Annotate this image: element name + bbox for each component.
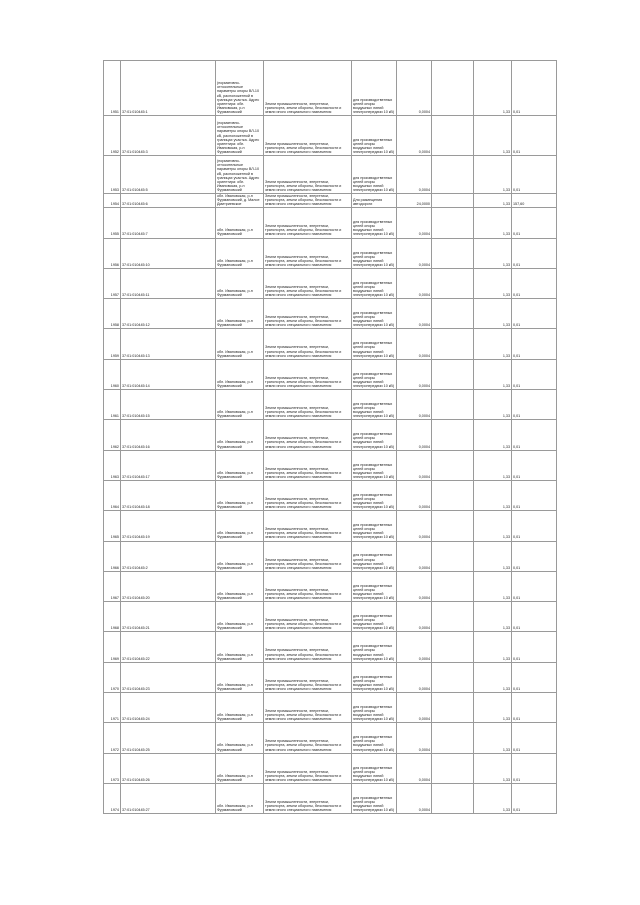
area-value: 0,0004	[397, 571, 432, 601]
land-category: Земли промышленности, энергетики, транспорта, земли обороны, безопасности и земли иного специального назначения	[264, 571, 352, 601]
address: обл. Ивановская, р-н Фурмановский	[216, 723, 264, 753]
land-category: Земли промышленности, энергетики, транспорта, земли обороны, безопасности и земли иного специального назначения	[264, 662, 352, 692]
amount-value: 0,01	[512, 208, 557, 238]
amount-value: 0,01	[512, 329, 557, 359]
rate-value: 1,33	[474, 662, 512, 692]
amount-value: 0,01	[512, 299, 557, 329]
table-row	[104, 329, 557, 359]
table-row	[104, 693, 557, 723]
permitted-use: для производственных целей опоры воздушных линий электропередачи 10 кВ)	[352, 480, 397, 510]
amount-value: 0,01	[512, 480, 557, 510]
area-value: 0,0004	[397, 238, 432, 268]
cadastral-number: 37:01:010445:2	[121, 541, 216, 571]
rate-value: 1,33	[474, 571, 512, 601]
empty-cell	[432, 420, 474, 450]
empty-cell	[432, 238, 474, 268]
table-row	[104, 61, 557, 116]
cadastral-number: 37:01:010445:23	[121, 662, 216, 692]
rate-value: 1,33	[474, 238, 512, 268]
row-number: 1956	[104, 238, 121, 268]
row-number: 1973	[104, 753, 121, 783]
amount-value: 0,01	[512, 571, 557, 601]
address: (нормативно-относительные параметры опоры ВЛ-10 кВ, расположенной в границах участка. Адрес ориентира: обл. Ивановская, р-н Фурмановский	[216, 61, 264, 116]
empty-cell	[432, 390, 474, 420]
cadastral-number: 37:01:010445:22	[121, 632, 216, 662]
area-value: 0,0004	[397, 753, 432, 783]
land-category: Земли промышленности, энергетики, транспорта, земли обороны, безопасности и земли иного специального назначения	[264, 238, 352, 268]
cadastral-number: 37:01:010445:27	[121, 783, 216, 813]
amount-value: 0,01	[512, 602, 557, 632]
area-value: 0,0004	[397, 116, 432, 156]
permitted-use: для производственных целей опоры воздушных линий электропередачи 10 кВ)	[352, 753, 397, 783]
amount-value: 0,01	[512, 238, 557, 268]
row-number: 1971	[104, 693, 121, 723]
empty-cell	[432, 359, 474, 389]
permitted-use: для производственных целей опоры воздушных линий электропередачи 10 кВ)	[352, 632, 397, 662]
land-category: Земли промышленности, энергетики, транспорта, земли обороны, безопасности и земли иного специального назначения	[264, 420, 352, 450]
amount-value: 0,01	[512, 662, 557, 692]
address: обл. Ивановская, р-н Фурмановский	[216, 511, 264, 541]
land-category: Земли промышленности, энергетики, транспорта, земли обороны, безопасности и земли иного специального назначения	[264, 723, 352, 753]
permitted-use: для производственных целей опоры воздушных линий электропередачи 10 кВ)	[352, 420, 397, 450]
land-category: Земли промышленности, энергетики, транспорта, земли обороны, безопасности и земли иного специального назначения	[264, 299, 352, 329]
land-category: Земли промышленности, энергетики, транспорта, земли обороны, безопасности и земли иного специального назначения	[264, 208, 352, 238]
amount-value: 0,01	[512, 783, 557, 813]
rate-value: 1,33	[474, 359, 512, 389]
rate-value: 1,33	[474, 329, 512, 359]
row-number: 1963	[104, 450, 121, 480]
rate-value: 1,33	[474, 390, 512, 420]
table-body	[104, 61, 557, 814]
table-row	[104, 238, 557, 268]
row-number: 1952	[104, 116, 121, 156]
permitted-use: для производственных целей опоры воздушных линий электропередачи 10 кВ)	[352, 390, 397, 420]
address: обл. Ивановская, р-н Фурмановский	[216, 299, 264, 329]
land-category: Земли промышленности, энергетики, транспорта, земли обороны, безопасности и земли иного специального назначения	[264, 783, 352, 813]
area-value: 0,0004	[397, 268, 432, 298]
table-row	[104, 116, 557, 156]
land-category: Земли промышленности, энергетики, транспорта, земли обороны, безопасности и земли иного специального назначения	[264, 450, 352, 480]
address: обл. Ивановская, р-н Фурмановский	[216, 602, 264, 632]
address: обл. Ивановская, р-н Фурмановский	[216, 480, 264, 510]
cadastral-number: 37:01:010445:10	[121, 238, 216, 268]
land-category: Земли промышленности, энергетики, транспорта, земли обороны, безопасности и земли иного специального назначения	[264, 116, 352, 156]
row-number: 1962	[104, 420, 121, 450]
cadastral-number: 37:01:010445:3	[121, 116, 216, 156]
row-number: 1961	[104, 390, 121, 420]
permitted-use: для производственных целей опоры воздушных линий электропередачи 10 кВ)	[352, 116, 397, 156]
table-row	[104, 723, 557, 753]
land-category: Земли промышленности, энергетики, транспорта, земли обороны, безопасности и земли иного специального назначения	[264, 359, 352, 389]
permitted-use: для производственных целей опоры воздушных линий электропередачи 10 кВ)	[352, 602, 397, 632]
cadastral-number: 37:01:010445:14	[121, 359, 216, 389]
rate-value: 1,33	[474, 194, 512, 208]
address: обл. Ивановская, р-н Фурмановский	[216, 662, 264, 692]
address: обл. Ивановская, р-н Фурмановский	[216, 541, 264, 571]
amount-value: 0,01	[512, 390, 557, 420]
land-category: Земли промышленности, энергетики, транспорта, земли обороны, безопасности и земли иного специального назначения	[264, 194, 352, 208]
row-number: 1957	[104, 268, 121, 298]
area-value: 0,0004	[397, 450, 432, 480]
rate-value: 1,33	[474, 783, 512, 813]
row-number: 1968	[104, 602, 121, 632]
area-value: 24,0000	[397, 194, 432, 208]
row-number: 1974	[104, 783, 121, 813]
table-row	[104, 208, 557, 238]
amount-value: 0,01	[512, 632, 557, 662]
rate-value: 1,33	[474, 723, 512, 753]
empty-cell	[432, 753, 474, 783]
rate-value: 1,33	[474, 208, 512, 238]
row-number: 1965	[104, 511, 121, 541]
permitted-use: для производственных целей опоры воздушных линий электропередачи 10 кВ)	[352, 359, 397, 389]
permitted-use: для производственных целей опоры воздушных линий электропередачи 10 кВ)	[352, 571, 397, 601]
permitted-use: для производственных целей опоры воздушных линий электропередачи 10 кВ)	[352, 783, 397, 813]
table-row	[104, 359, 557, 389]
empty-cell	[432, 208, 474, 238]
row-number: 1960	[104, 359, 121, 389]
area-value: 0,0004	[397, 602, 432, 632]
table-row	[104, 268, 557, 298]
permitted-use: для производственных целей опоры воздушных линий электропередачи 10 кВ)	[352, 208, 397, 238]
row-number: 1966	[104, 541, 121, 571]
address: обл. Ивановская, р-н Фурмановский	[216, 238, 264, 268]
amount-value: 0,01	[512, 511, 557, 541]
land-category: Земли промышленности, энергетики, транспорта, земли обороны, безопасности и земли иного специального назначения	[264, 329, 352, 359]
address: обл. Ивановская, р-н Фурмановский	[216, 420, 264, 450]
empty-cell	[432, 693, 474, 723]
row-number: 1970	[104, 662, 121, 692]
permitted-use: для производственных целей опоры воздушных линий электропередачи 10 кВ)	[352, 662, 397, 692]
cadastral-number: 37:01:010445:21	[121, 602, 216, 632]
cadastral-number: 37:01:010445:11	[121, 268, 216, 298]
permitted-use: для производственных целей опоры воздушных линий электропередачи 10 кВ)	[352, 156, 397, 194]
area-value: 0,0004	[397, 329, 432, 359]
cadastral-number: 37:01:010445:18	[121, 480, 216, 510]
rate-value: 1,33	[474, 753, 512, 783]
table-row	[104, 662, 557, 692]
cadastral-number: 37:01:010445:25	[121, 723, 216, 753]
area-value: 0,0004	[397, 693, 432, 723]
table-row	[104, 511, 557, 541]
area-value: 0,0004	[397, 156, 432, 194]
rate-value: 1,33	[474, 299, 512, 329]
permitted-use: для производственных целей опоры воздушных линий электропередачи 10 кВ)	[352, 268, 397, 298]
land-category: Земли промышленности, энергетики, транспорта, земли обороны, безопасности и земли иного специального назначения	[264, 61, 352, 116]
address: обл. Ивановская, р-н Фурмановский	[216, 390, 264, 420]
land-category: Земли промышленности, энергетики, транспорта, земли обороны, безопасности и земли иного специального назначения	[264, 480, 352, 510]
land-category: Земли промышленности, энергетики, транспорта, земли обороны, безопасности и земли иного специального назначения	[264, 602, 352, 632]
area-value: 0,0004	[397, 420, 432, 450]
cadastral-number: 37:01:010445:15	[121, 390, 216, 420]
rate-value: 1,33	[474, 61, 512, 116]
land-category: Земли промышленности, энергетики, транспорта, земли обороны, безопасности и земли иного специального назначения	[264, 541, 352, 571]
area-value: 0,0004	[397, 61, 432, 116]
area-value: 0,0004	[397, 723, 432, 753]
empty-cell	[432, 480, 474, 510]
area-value: 0,0004	[397, 299, 432, 329]
land-category: Земли промышленности, энергетики, транспорта, земли обороны, безопасности и земли иного специального назначения	[264, 632, 352, 662]
land-category: Земли промышленности, энергетики, транспорта, земли обороны, безопасности и земли иного специального назначения	[264, 511, 352, 541]
area-value: 0,0004	[397, 541, 432, 571]
rate-value: 1,33	[474, 602, 512, 632]
permitted-use: для производственных целей опоры воздушных линий электропередачи 10 кВ)	[352, 541, 397, 571]
empty-cell	[432, 662, 474, 692]
cadastral-number: 37:01:010445:17	[121, 450, 216, 480]
amount-value: 0,01	[512, 359, 557, 389]
empty-cell	[432, 783, 474, 813]
permitted-use: для производственных целей опоры воздушных линий электропередачи 10 кВ)	[352, 693, 397, 723]
area-value: 0,0004	[397, 783, 432, 813]
address: обл. Ивановская, р-н Фурмановский	[216, 268, 264, 298]
empty-cell	[432, 632, 474, 662]
area-value: 0,0004	[397, 208, 432, 238]
amount-value: 0,01	[512, 116, 557, 156]
empty-cell	[432, 268, 474, 298]
land-category: Земли промышленности, энергетики, транспорта, земли обороны, безопасности и земли иного специального назначения	[264, 268, 352, 298]
address: обл. Ивановская, р-н Фурмановский	[216, 329, 264, 359]
address: обл. Ивановская, р-н Фурмановский	[216, 571, 264, 601]
empty-cell	[432, 602, 474, 632]
rate-value: 1,33	[474, 268, 512, 298]
cadastral-number: 37:01:010445:13	[121, 329, 216, 359]
row-number: 1969	[104, 632, 121, 662]
row-number: 1954	[104, 194, 121, 208]
permitted-use: для производственных целей опоры воздушных линий электропередачи 10 кВ)	[352, 450, 397, 480]
area-value: 0,0004	[397, 632, 432, 662]
area-value: 0,0004	[397, 359, 432, 389]
table-row	[104, 390, 557, 420]
rate-value: 1,33	[474, 693, 512, 723]
permitted-use: для производственных целей опоры воздушных линий электропередачи 10 кВ)	[352, 299, 397, 329]
row-number: 1959	[104, 329, 121, 359]
cadastral-number: 37:01:010445:16	[121, 420, 216, 450]
amount-value: 0,01	[512, 450, 557, 480]
table-row	[104, 420, 557, 450]
rate-value: 1,33	[474, 541, 512, 571]
address: обл. Ивановская, р-н Фурмановский	[216, 359, 264, 389]
empty-cell	[432, 723, 474, 753]
cadastral-number: 37:01:010445:12	[121, 299, 216, 329]
address: обл. Ивановская, р-н Фурмановский	[216, 450, 264, 480]
row-number: 1951	[104, 61, 121, 116]
address: обл. Ивановская, р-н Фурмановский	[216, 753, 264, 783]
empty-cell	[432, 541, 474, 571]
row-number: 1964	[104, 480, 121, 510]
row-number: 1955	[104, 208, 121, 238]
table-row	[104, 602, 557, 632]
rate-value: 1,33	[474, 156, 512, 194]
permitted-use: для производственных целей опоры воздушных линий электропередачи 10 кВ)	[352, 329, 397, 359]
rate-value: 1,33	[474, 511, 512, 541]
empty-cell	[432, 194, 474, 208]
land-category: Земли промышленности, энергетики, транспорта, земли обороны, безопасности и земли иного специального назначения	[264, 390, 352, 420]
rate-value: 1,33	[474, 632, 512, 662]
table-row	[104, 480, 557, 510]
table-row	[104, 450, 557, 480]
amount-value: 0,01	[512, 61, 557, 116]
rate-value: 1,33	[474, 420, 512, 450]
address: (нормативно-относительные параметры опоры ВЛ-10 кВ, расположенной в границах участка. Адрес ориентира: обл. Ивановская, р-н Фурмановский	[216, 156, 264, 194]
amount-value: 0,01	[512, 723, 557, 753]
amount-value: 0,01	[512, 268, 557, 298]
row-number: 1953	[104, 156, 121, 194]
cadastral-number: 37:01:010445:26	[121, 753, 216, 783]
amount-value: 157,60	[512, 194, 557, 208]
rate-value: 1,33	[474, 116, 512, 156]
row-number: 1972	[104, 723, 121, 753]
land-category: Земли промышленности, энергетики, транспорта, земли обороны, безопасности и земли иного специального назначения	[264, 156, 352, 194]
rate-value: 1,33	[474, 480, 512, 510]
table-row	[104, 783, 557, 813]
empty-cell	[432, 61, 474, 116]
address: обл. Ивановская, р-н Фурмановский	[216, 783, 264, 813]
cadastral-number: 37:01:010445:5	[121, 156, 216, 194]
amount-value: 0,01	[512, 541, 557, 571]
table-row	[104, 194, 557, 208]
cadastral-number: 37:01:010445:1	[121, 61, 216, 116]
cadastral-number: 37:01:010445:7	[121, 208, 216, 238]
row-number: 1967	[104, 571, 121, 601]
area-value: 0,0004	[397, 511, 432, 541]
table-row	[104, 753, 557, 783]
cadastral-number: 37:01:010445:20	[121, 571, 216, 601]
address: обл. Ивановская, р-н Фурмановский	[216, 208, 264, 238]
address: обл. Ивановская, р-н Фурмановский, д. Малое Дмитриевское	[216, 194, 264, 208]
empty-cell	[432, 450, 474, 480]
table-row	[104, 299, 557, 329]
address: обл. Ивановская, р-н Фурмановский	[216, 693, 264, 723]
address: (нормативно-относительные параметры опоры ВЛ-10 кВ, расположенной в границах участка. Адрес ориентира: обл. Ивановская, р-н Фурмановский	[216, 116, 264, 156]
empty-cell	[432, 329, 474, 359]
table-row	[104, 156, 557, 194]
amount-value: 0,01	[512, 753, 557, 783]
permitted-use: для производственных целей опоры воздушных линий электропередачи 10 кВ)	[352, 511, 397, 541]
cadastral-number: 37:01:010445:19	[121, 511, 216, 541]
table-row	[104, 632, 557, 662]
permitted-use: для производственных целей опоры воздушных линий электропередачи 10 кВ)	[352, 61, 397, 116]
cadastral-number: 37:01:010445:24	[121, 693, 216, 723]
empty-cell	[432, 156, 474, 194]
empty-cell	[432, 299, 474, 329]
land-plots-table	[103, 60, 557, 814]
empty-cell	[432, 571, 474, 601]
permitted-use: для производственных целей опоры воздушных линий электропередачи 10 кВ)	[352, 238, 397, 268]
empty-cell	[432, 511, 474, 541]
permitted-use: Для размещения автодороги	[352, 194, 397, 208]
rate-value: 1,33	[474, 450, 512, 480]
table-row	[104, 541, 557, 571]
area-value: 0,0004	[397, 662, 432, 692]
permitted-use: для производственных целей опоры воздушных линий электропередачи 10 кВ)	[352, 723, 397, 753]
land-category: Земли промышленности, энергетики, транспорта, земли обороны, безопасности и земли иного специального назначения	[264, 693, 352, 723]
empty-cell	[432, 116, 474, 156]
area-value: 0,0004	[397, 480, 432, 510]
amount-value: 0,01	[512, 693, 557, 723]
row-number: 1958	[104, 299, 121, 329]
cadastral-number: 37:01:010445:6	[121, 194, 216, 208]
address: обл. Ивановская, р-н Фурмановский	[216, 632, 264, 662]
land-category: Земли промышленности, энергетики, транспорта, земли обороны, безопасности и земли иного специального назначения	[264, 753, 352, 783]
amount-value: 0,01	[512, 420, 557, 450]
amount-value: 0,01	[512, 156, 557, 194]
area-value: 0,0004	[397, 390, 432, 420]
table-row	[104, 571, 557, 601]
